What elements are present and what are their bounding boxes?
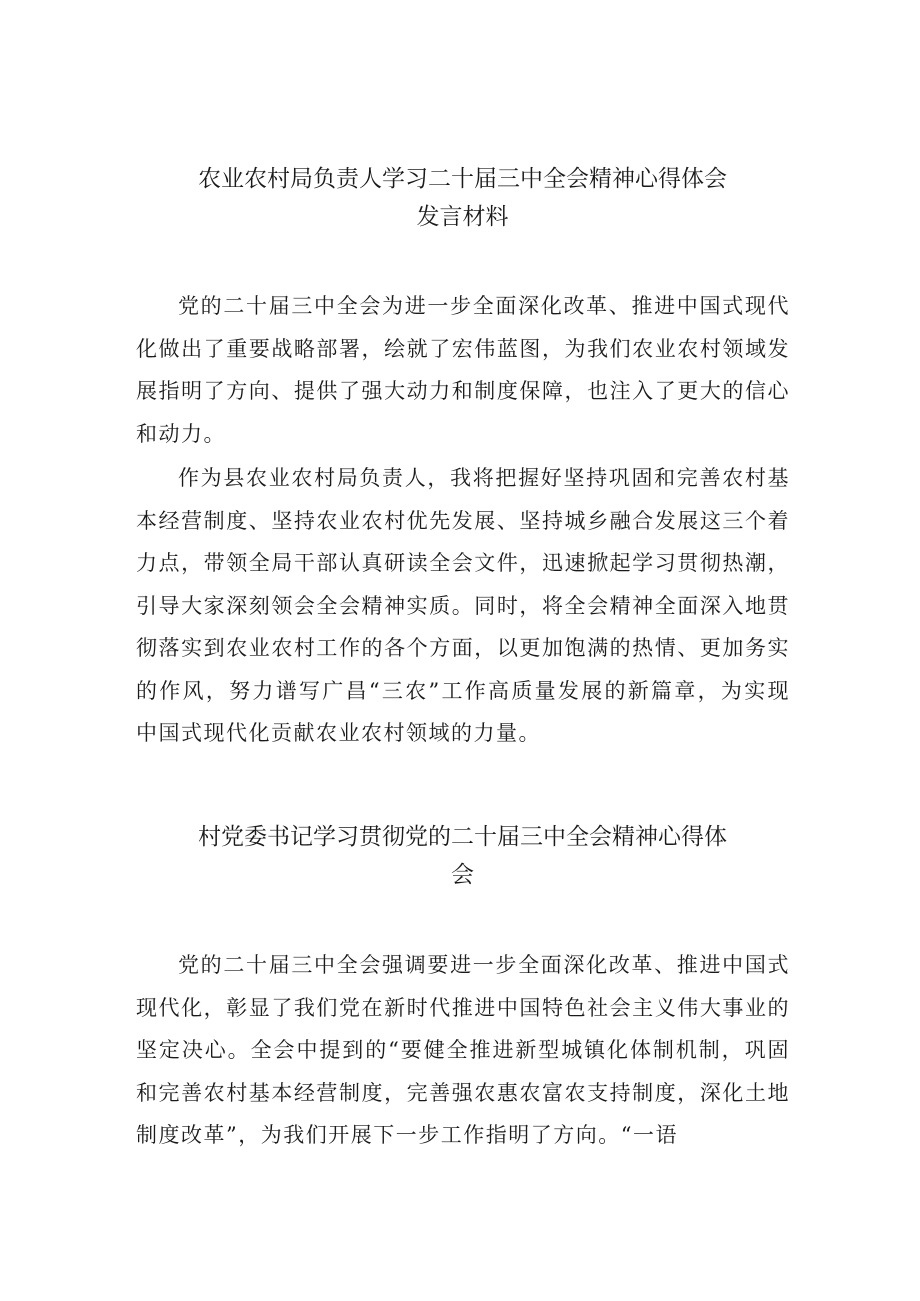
- section-1-title-line-2: 发言材料: [416, 204, 509, 230]
- section-1-title-line-1: 农业农村局负责人学习二十届三中全会精神心得体会: [198, 166, 727, 192]
- section-1-paragraph-1: 党的二十届三中全会为进一步全面深化改革、推进中国式现代化做出了重要战略部署，绘就了宏伟蓝图，为我们农业农村领域发展指明了方向、提供了强大动力和制度保障，也注入了更大的信心和动力。: [136, 294, 790, 446]
- section-2-title-line-2: 会: [451, 862, 474, 888]
- section-1-title: [135, 160, 790, 236]
- section-2-title-line-1: 村党委书记学习贯彻党的二十届三中全会精神心得体: [198, 824, 727, 850]
- section-1-paragraph-2: 作为县农业农村局负责人，我将把握好坚持巩固和完善农村基本经营制度、坚持农业农村优先发展、坚持城乡融合发展这三个着力点，带领全局干部认真研读全会文件，迅速掀起学习贯彻热潮，引导大家深刻领会全会精神实质。同时，将全会精神全面深入地贯彻落实到农业农村工作的各个方面，以更加饱满的热情、更加务实的作风，努力谱写广昌“三农”工作高质量发展的新篇章，为实现中国式现代化贡献农业农村领域的力量。: [136, 466, 790, 745]
- section-2-title: [135, 818, 790, 894]
- section-2-paragraph-1: 党的二十届三中全会强调要进一步全面深化改革、推进中国式现代化，彰显了我们党在新时代推进中国特色社会主义伟大事业的坚定决心。全会中提到的“要健全推进新型城镇化体制机制，巩固和完善农村基本经营制度，完善强农惠农富农支持制度，深化土地制度改革”，为我们开展下一步工作指明了方向。“一语: [136, 953, 790, 1147]
